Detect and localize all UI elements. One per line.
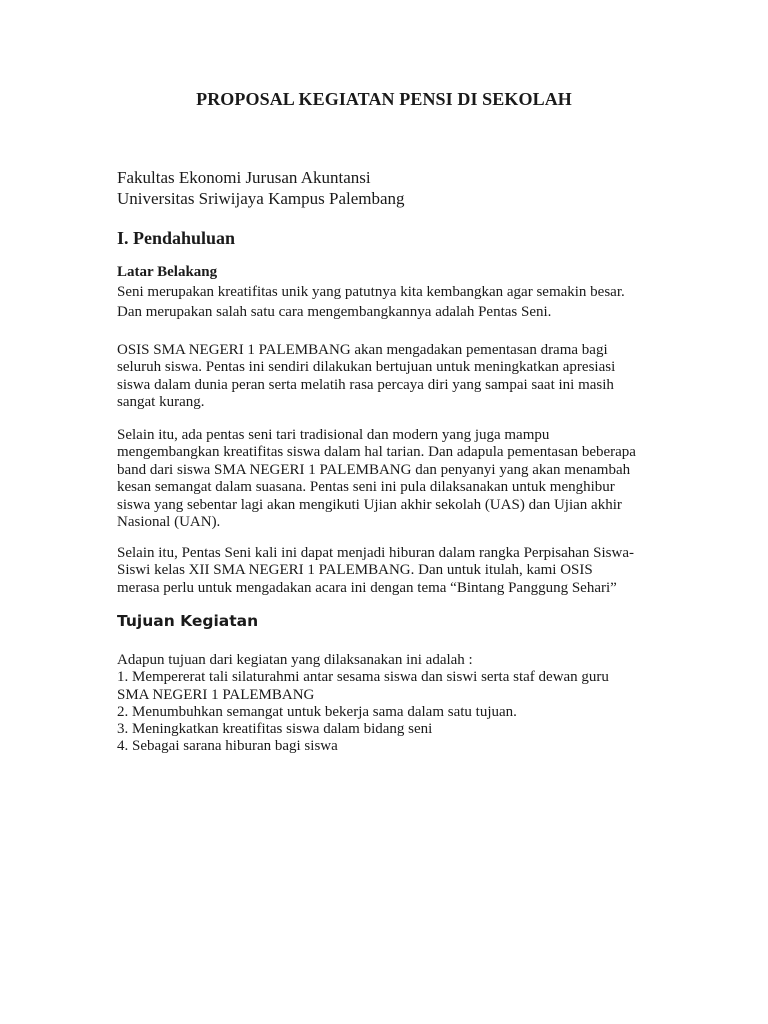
paragraph-line: seluruh siswa. Pentas ini sendiri dilakukan bertujuan untuk meningkatkan apresiasi	[117, 359, 616, 376]
tujuan-intro: Adapun tujuan dari kegiatan yang dilaksanakan ini adalah :	[117, 652, 473, 668]
paragraph-line: merasa perlu untuk mengadakan acara ini dengan tema “Bintang Panggung Sehari”	[117, 579, 617, 596]
paragraph-line: band dari siswa SMA NEGERI 1 PALEMBANG dan penyanyi yang akan menambah	[117, 461, 631, 478]
section-heading-tujuan: Tujuan Kegiatan	[117, 612, 259, 630]
paragraph-line: Nasional (UAN).	[117, 514, 221, 531]
university-line: Universitas Sriwijaya Kampus Palembang	[117, 189, 405, 208]
section-heading-pendahuluan: I. Pendahuluan	[117, 228, 236, 248]
tujuan-list	[117, 652, 677, 756]
paragraph-perpisahan	[117, 545, 677, 597]
faculty-block	[117, 167, 405, 209]
list-item: 1. Mempererat tali silaturahmi antar sesama siswa dan siswi serta staf dewan guru	[117, 669, 609, 686]
list-item: 3. Meningkatkan kreatifitas siswa dalam bidang seni	[117, 721, 433, 738]
subheading-latar-belakang: Latar Belakang	[117, 264, 218, 280]
paragraph-line: kesan semangat dalam suasana. Pentas seni ini pula dilaksanakan untuk menghibur	[117, 479, 615, 496]
faculty-line: Fakultas Ekonomi Jurusan Akuntansi	[117, 168, 371, 187]
document-title: PROPOSAL KEGIATAN PENSI DI SEKOLAH	[196, 89, 572, 109]
paragraph-line: siswa yang sebentar lagi akan mengikuti Ujian akhir sekolah (UAS) dan Ujian akhir	[117, 496, 622, 513]
paragraph-line: siswa dalam dunia peran serta melatih rasa percaya diri yang sampai saat ini masih	[117, 376, 614, 393]
list-item-continuation: SMA NEGERI 1 PALEMBANG	[117, 686, 315, 703]
list-item: 4. Sebagai sarana hiburan bagi siswa	[117, 738, 338, 755]
intro-line: Seni merupakan kreatifitas unik yang patutnya kita kembangkan agar semakin besar.	[117, 284, 625, 300]
paragraph-line: sangat kurang.	[117, 394, 205, 411]
paragraph-line: mengembangkan kreatifitas siswa dalam hal tarian. Dan adapula pementasan beberapa	[117, 444, 636, 461]
paragraph-line: Siswi kelas XII SMA NEGERI 1 PALEMBANG. Dan untuk itulah, kami OSIS	[117, 562, 593, 579]
paragraph-tari	[117, 427, 677, 531]
paragraph-osis	[117, 342, 677, 412]
paragraph-line: OSIS SMA NEGERI 1 PALEMBANG akan mengadakan pementasan drama bagi	[117, 342, 608, 358]
list-item: 2. Menumbuhkan semangat untuk bekerja sama dalam satu tujuan.	[117, 703, 517, 720]
paragraph-line: Selain itu, Pentas Seni kali ini dapat menjadi hiburan dalam rangka Perpisahan Siswa-	[117, 545, 634, 561]
intro-line: Dan merupakan salah satu cara mengembangkannya adalah Pentas Seni.	[117, 303, 552, 320]
intro-paragraph	[117, 283, 677, 322]
paragraph-line: Selain itu, ada pentas seni tari tradisional dan modern yang juga mampu	[117, 427, 550, 443]
